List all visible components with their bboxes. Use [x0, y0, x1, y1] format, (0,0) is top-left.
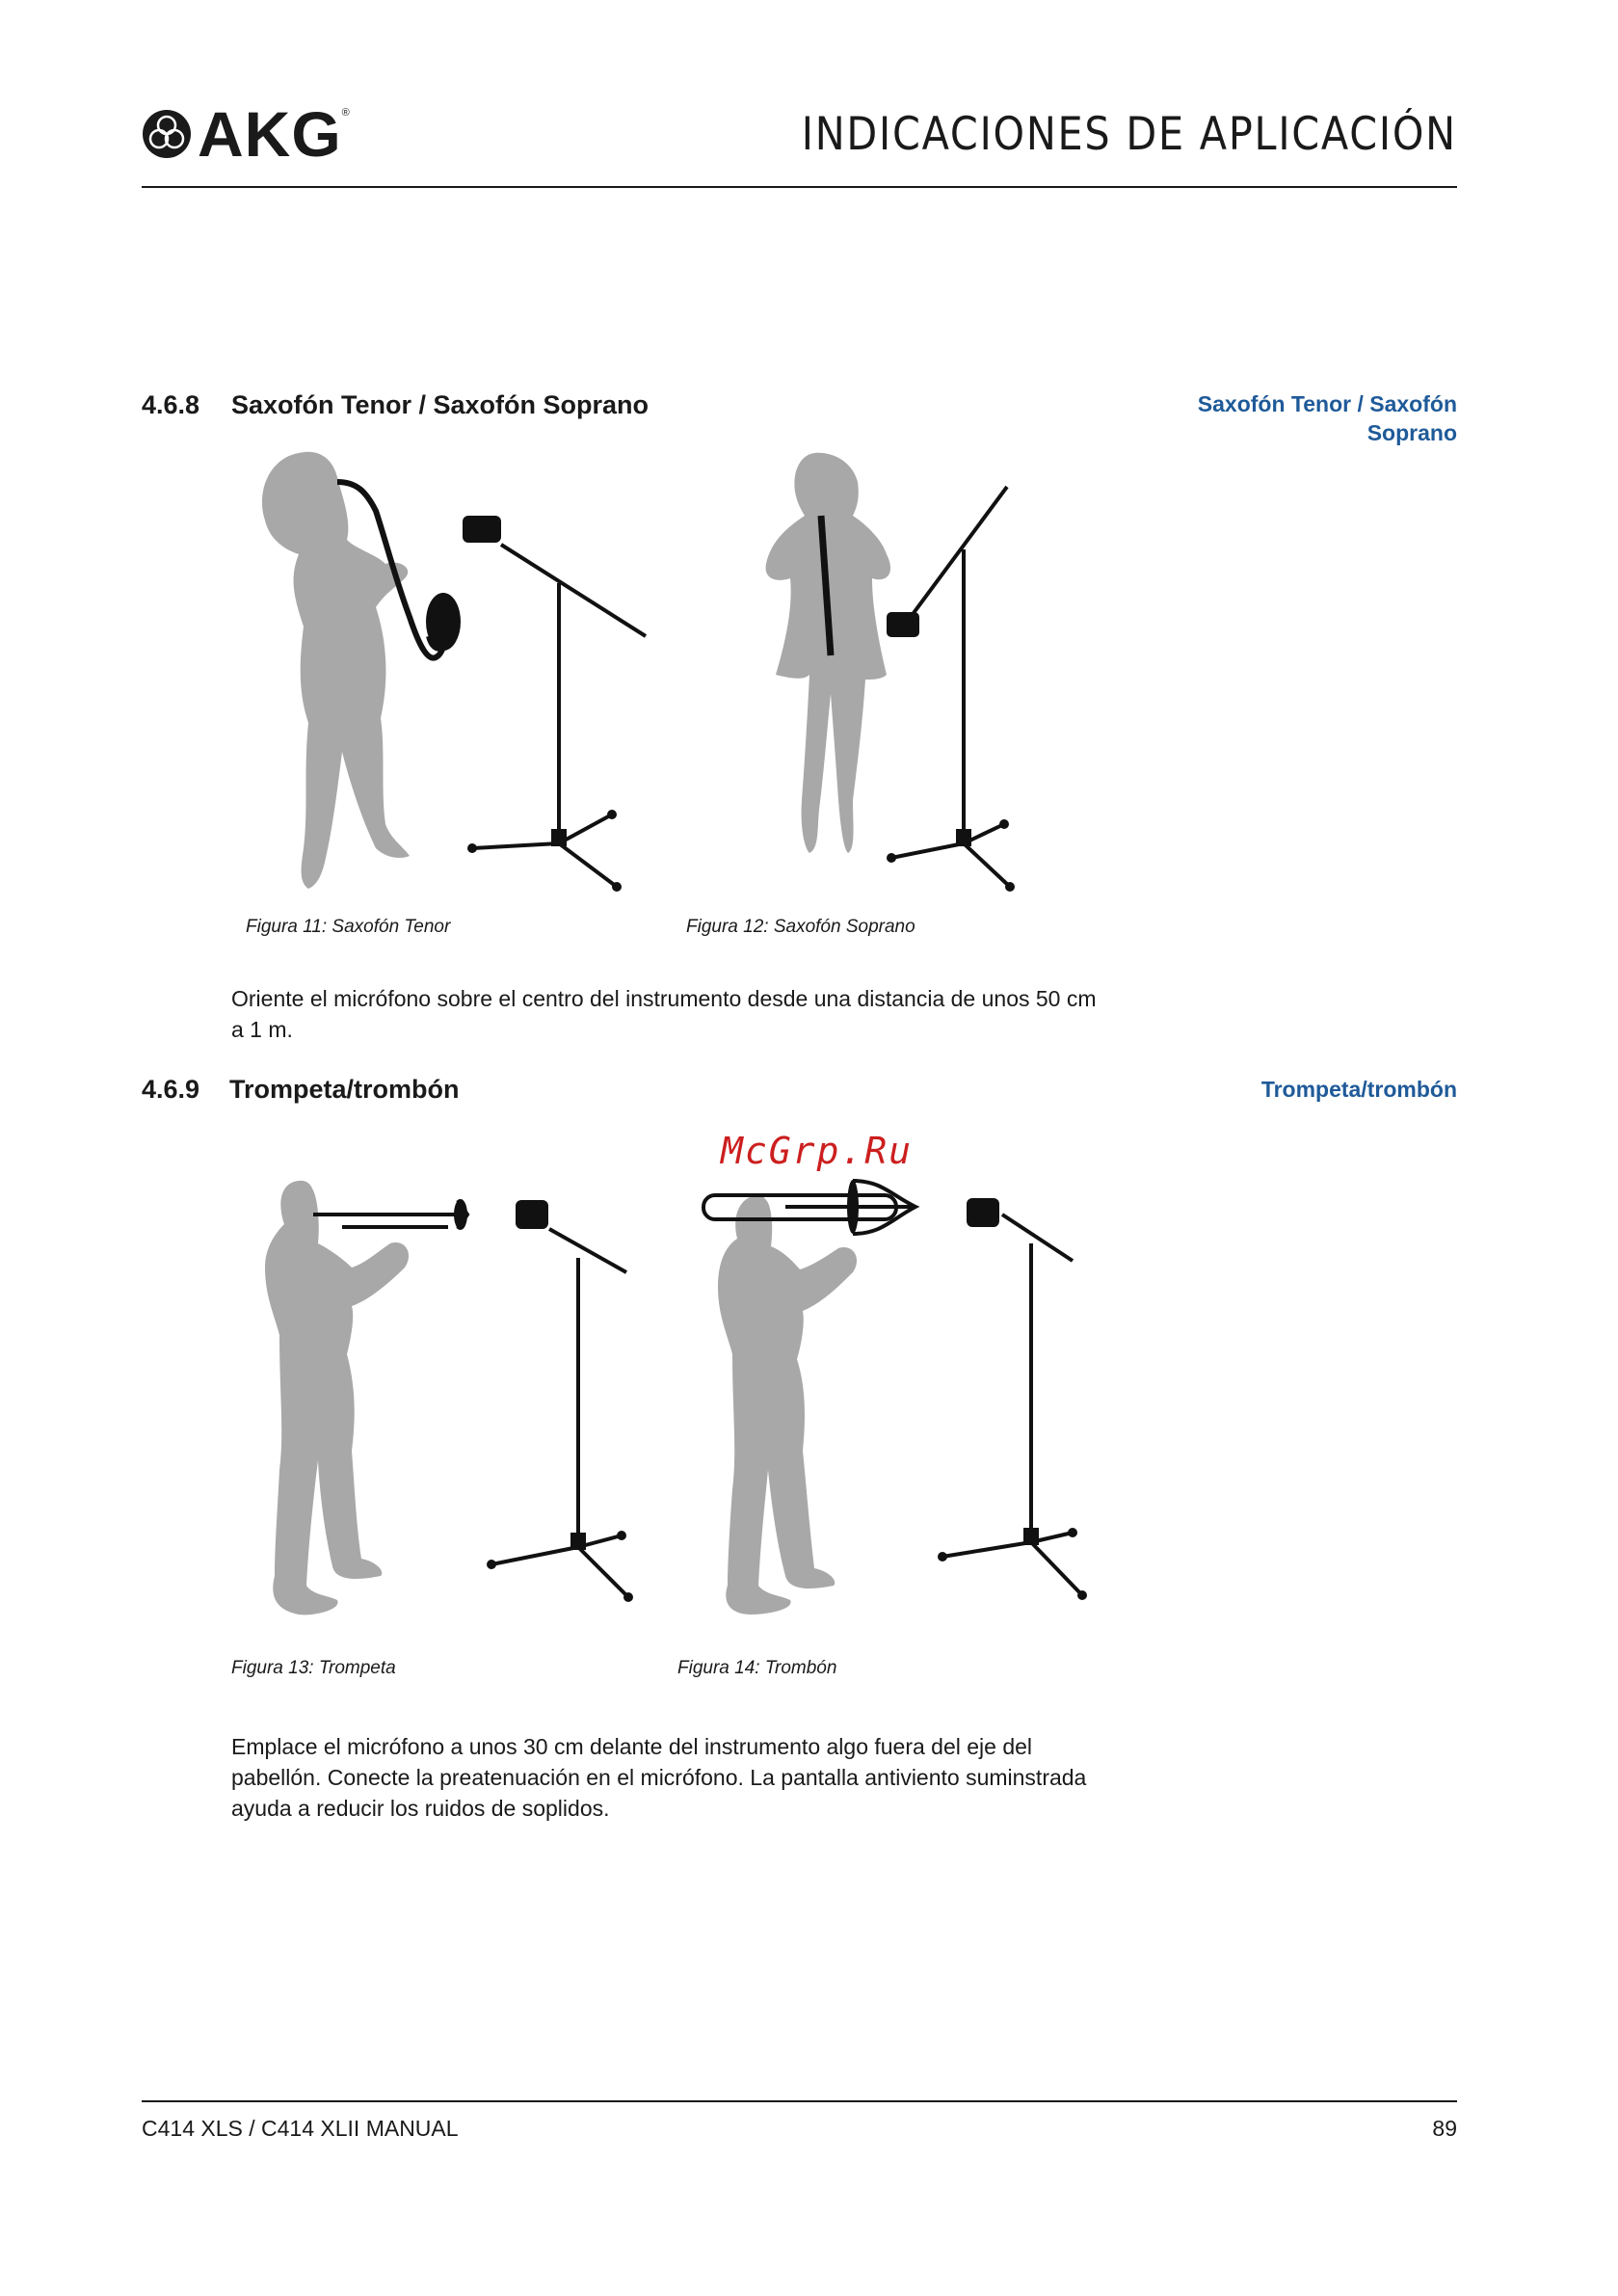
akg-logo	[142, 98, 350, 170]
section-title: Trompeta/trombón	[229, 1075, 460, 1104]
side-label-saxofon	[1198, 389, 1457, 447]
page-number: 89	[1432, 2116, 1457, 2141]
figure-caption: Figura 11: Saxofón Tenor	[246, 917, 451, 937]
section-body	[231, 1731, 1156, 1824]
figure-caption: Figura 13: Trompeta	[231, 1658, 396, 1678]
side-label-trompeta: Trompeta/trombón	[1260, 1077, 1457, 1102]
figure-caption: Figura 14: Trombón	[677, 1658, 837, 1678]
brand-registered-mark: ®	[341, 107, 350, 119]
brand-name: AKG	[198, 98, 342, 170]
footer-rule	[142, 2100, 1457, 2102]
section-title: Saxofón Tenor / Saxofón Soprano	[231, 390, 650, 419]
figure-caption: Figura 12: Saxofón Soprano	[686, 917, 915, 937]
body-line: a 1 m.	[231, 1017, 293, 1042]
body-line: Oriente el micrófono sobre el centro del instrumento desde una distancia de unos 50 cm	[231, 986, 1097, 1011]
section-number: 4.6.8	[142, 390, 200, 419]
header-rule	[142, 186, 1457, 188]
section-number: 4.6.9	[142, 1075, 200, 1104]
page-title: INDICACIONES DE APLICACIÓN	[801, 108, 1457, 161]
manual-name: C414 XLS / C414 XLII MANUAL	[142, 2116, 459, 2141]
saxophone-tenor-illustration	[241, 443, 665, 906]
section-body	[231, 983, 1156, 1045]
body-line: pabellón. Conecte la preatenuación en el micrófono. La pantalla antiviento suminstrada	[231, 1765, 1087, 1790]
trumpet-illustration	[260, 1171, 665, 1624]
akg-emblem-icon	[142, 109, 192, 159]
trombone-illustration	[699, 1161, 1113, 1624]
side-label-line: Soprano	[1366, 420, 1457, 445]
body-line: Emplace el micrófono a unos 30 cm delante del instrumento algo fuera del eje del	[231, 1734, 1033, 1759]
side-label-line: Saxofón Tenor / Saxofón	[1197, 391, 1457, 416]
body-line: ayuda a reducir los ruidos de soplidos.	[231, 1796, 610, 1821]
saxophone-soprano-illustration	[752, 443, 1041, 906]
watermark: McGrp.Ru	[721, 1130, 914, 1172]
